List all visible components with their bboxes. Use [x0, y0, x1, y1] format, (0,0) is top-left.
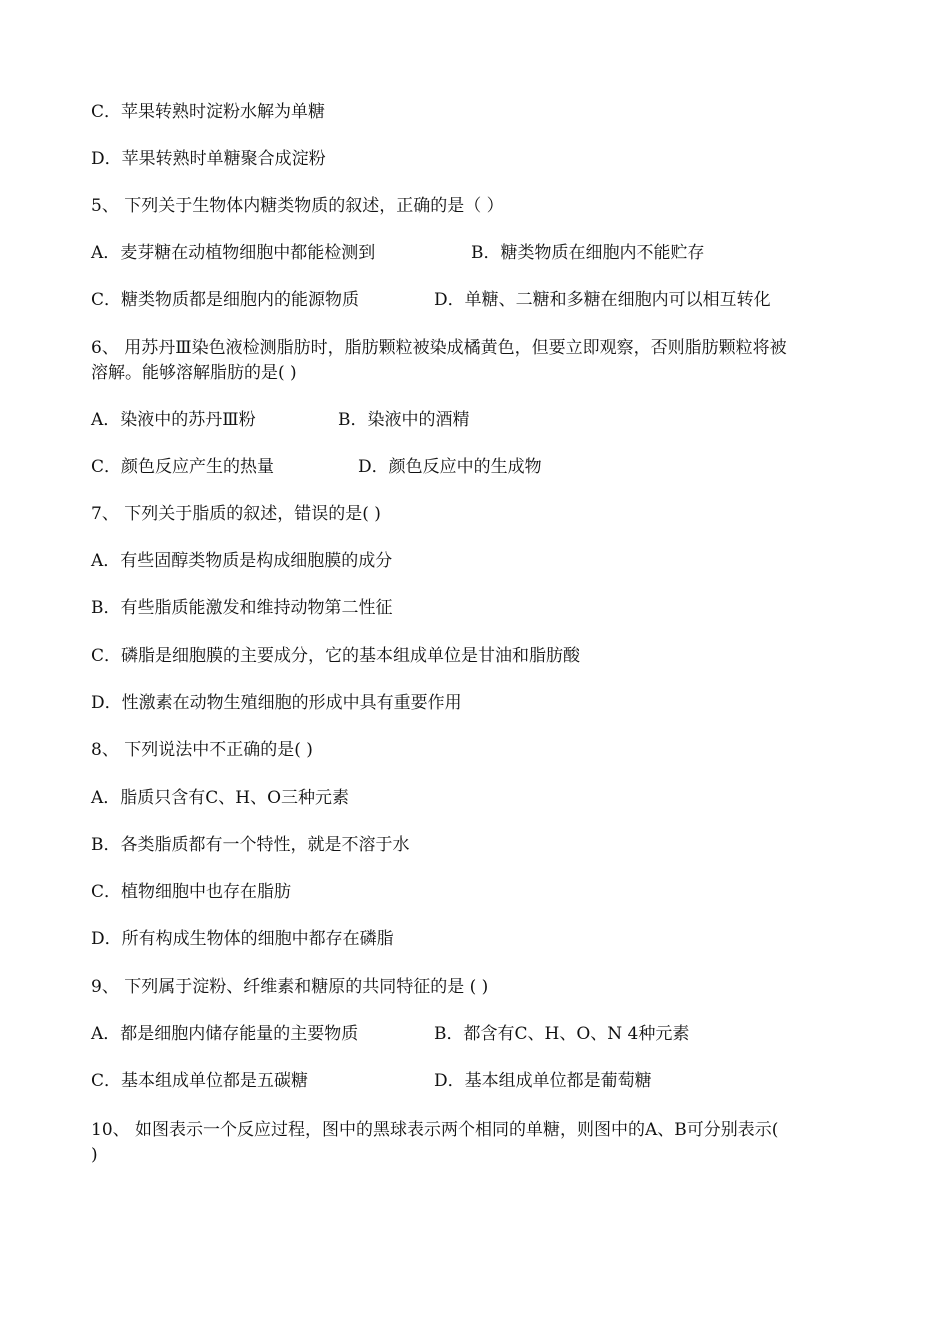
q10-stem-line1: 10、 如图表示一个反应过程，图中的黑球表示两个相同的单糖，则图中的A、B可分别表示(	[91, 1120, 779, 1140]
q8-option-c: C．植物细胞中也存在脂肪	[91, 882, 292, 902]
q5-option-c: C．糖类物质都是细胞内的能源物质	[91, 290, 360, 310]
q7-option-d: D．性激素在动物生殖细胞的形成中具有重要作用	[91, 693, 462, 713]
q8-option-a: A．脂质只含有C、H、O三种元素	[91, 788, 350, 808]
q6-option-a: A．染液中的苏丹Ⅲ粉	[91, 410, 256, 430]
q9-option-c: C．基本组成单位都是五碳糖	[91, 1071, 309, 1091]
q4-option-c: C．苹果转熟时淀粉水解为单糖	[91, 102, 326, 122]
q6-option-c: C．颜色反应产生的热量	[91, 457, 275, 477]
q5-option-a: A．麦芽糖在动植物细胞中都能检测到	[91, 243, 376, 263]
q9-option-b: B．都含有C、H、O、N 4种元素	[434, 1024, 690, 1044]
q6-option-d: D．颜色反应中的生成物	[358, 457, 542, 477]
q7-stem: 7、 下列关于脂质的叙述，错误的是( )	[91, 504, 381, 524]
q8-stem: 8、 下列说法中不正确的是( )	[91, 740, 313, 760]
q6-stem-line1: 6、 用苏丹Ⅲ染色液检测脂肪时，脂肪颗粒被染成橘黄色，但要立即观察，否则脂肪颗粒将被	[91, 338, 787, 358]
q7-option-c: C．磷脂是细胞膜的主要成分，它的基本组成单位是甘油和脂肪酸	[91, 646, 581, 666]
q10-stem-line2: )	[91, 1145, 98, 1165]
q9-option-a: A．都是细胞内储存能量的主要物质	[91, 1024, 359, 1044]
q5-option-d: D．单糖、二糖和多糖在细胞内可以相互转化	[434, 290, 771, 310]
q7-option-b: B．有些脂质能激发和维持动物第二性征	[91, 598, 393, 618]
q8-option-b: B．各类脂质都有一个特性，就是不溶于水	[91, 835, 410, 855]
q7-option-a: A．有些固醇类物质是构成细胞膜的成分	[91, 551, 393, 571]
q9-option-d: D．基本组成单位都是葡萄糖	[434, 1071, 652, 1091]
q9-stem: 9、 下列属于淀粉、纤维素和糖原的共同特征的是 ( )	[91, 977, 489, 997]
q8-option-d: D．所有构成生物体的细胞中都存在磷脂	[91, 929, 394, 949]
q6-stem-line2: 溶解。能够溶解脂肪的是( )	[91, 363, 297, 383]
q5-option-b: B．糖类物质在细胞内不能贮存	[471, 243, 705, 263]
q6-option-b: B．染液中的酒精	[338, 410, 470, 430]
q4-option-d: D．苹果转熟时单糖聚合成淀粉	[91, 149, 326, 169]
q5-stem: 5、 下列关于生物体内糖类物质的叙述，正确的是（ ）	[91, 196, 504, 216]
